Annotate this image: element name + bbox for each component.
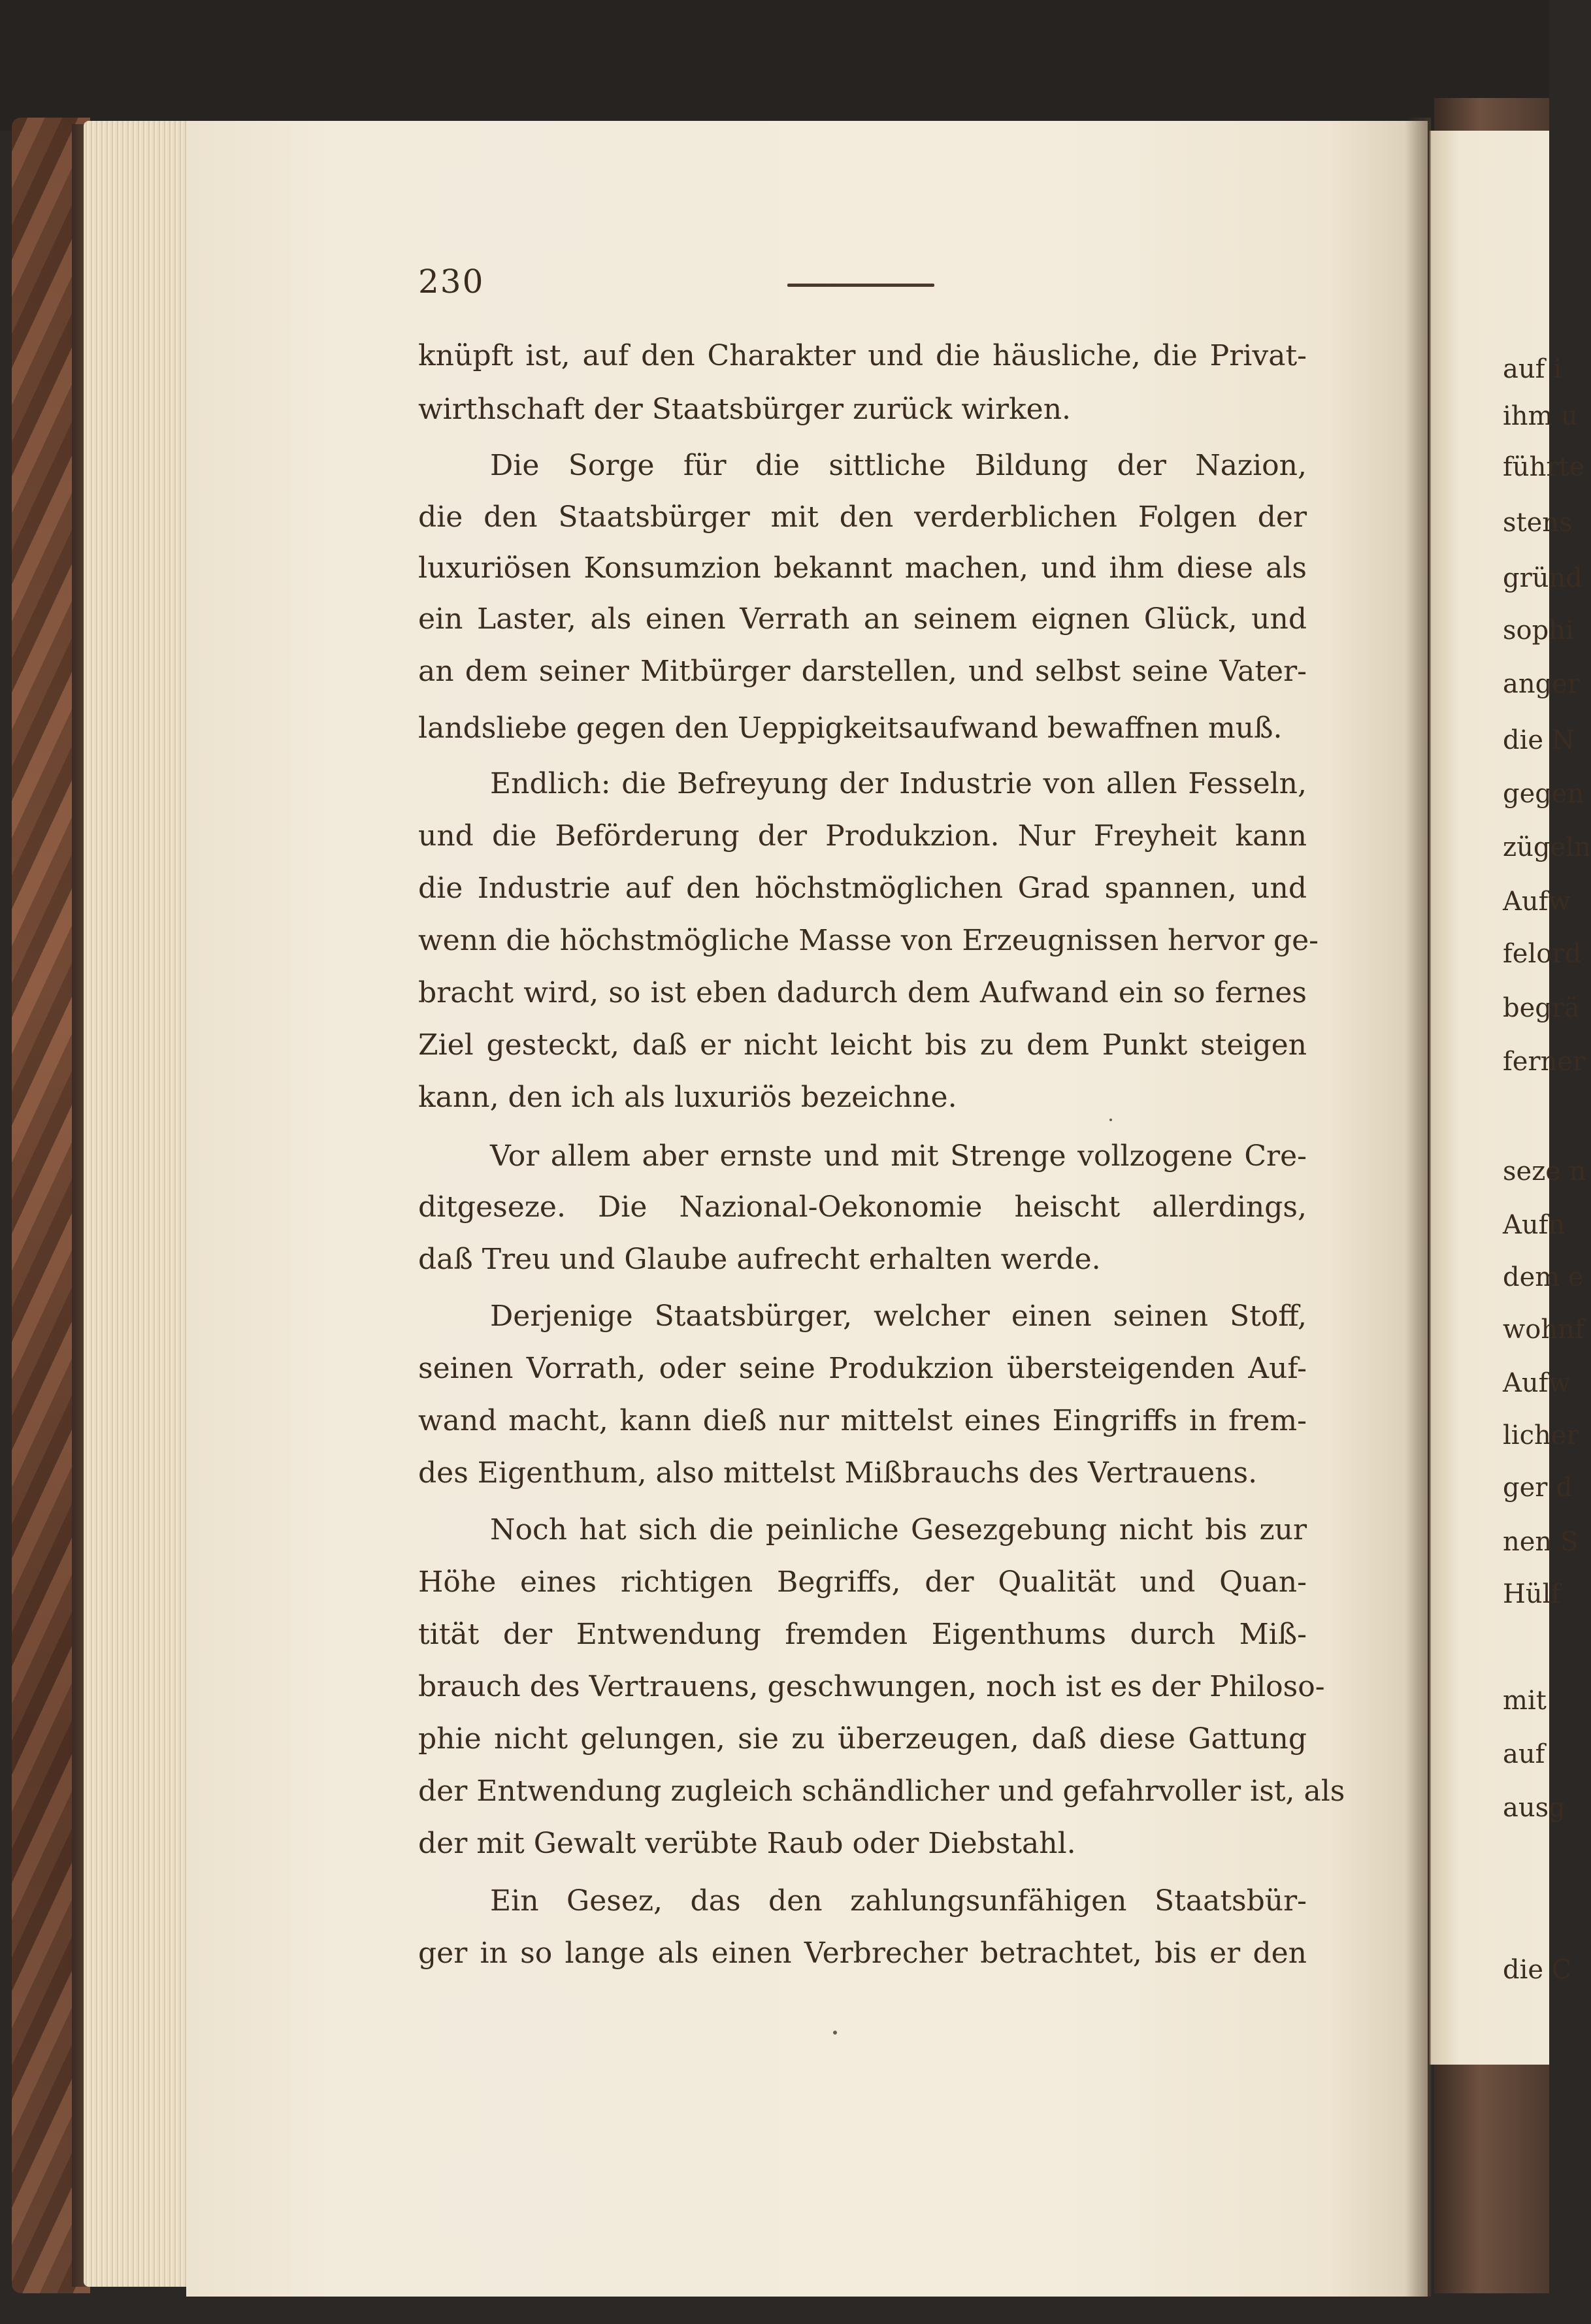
right-page-fragment: anger (1503, 669, 1581, 699)
right-page-fragment: auf i (1503, 354, 1562, 384)
text-line: Noch hat sich die peinliche Gesezgebung nicht bis zur (490, 1513, 1307, 1547)
right-page-fragment: Aufw (1503, 1368, 1571, 1398)
paper-speck (833, 2031, 837, 2035)
text-line: ditgeseze. Die Nazional-Oekonomie heischt allerdings, (418, 1190, 1307, 1224)
text-line: und die Beförderung der Produkzion. Nur Freyheit kann (418, 819, 1307, 853)
text-line: daß Treu und Glaube aufrecht erhalten werde. (418, 1243, 1101, 1276)
right-page-fragment: nen S (1503, 1527, 1579, 1557)
right-page-fragment: seze n (1503, 1156, 1586, 1187)
text-line: seinen Vorrath, oder seine Produkzion übersteigenden Auf- (418, 1352, 1307, 1385)
text-line: knüpft ist, auf den Charakter und die häusliche, die Privat- (418, 339, 1307, 372)
right-page-fragment: gründ (1503, 563, 1583, 593)
header-rule (787, 284, 934, 287)
right-page-fragment: ausg (1503, 1793, 1566, 1823)
text-line: des Eigenthum, also mittelst Mißbrauchs des Vertrauens. (418, 1456, 1258, 1490)
text-line: Derjenige Staatsbürger, welcher einen seinen Stoff, (490, 1300, 1307, 1333)
text-line: der mit Gewalt verübte Raub oder Diebstahl. (418, 1827, 1076, 1860)
right-page-fragment: auf (1503, 1739, 1545, 1769)
right-page-fragment: begrä (1503, 993, 1580, 1023)
text-line: der Entwendung zugleich schändlicher und gefahrvoller ist, als (418, 1775, 1345, 1808)
text-line: bracht wird, so ist eben dadurch dem Aufwand ein so fernes (418, 976, 1307, 1009)
page-number: 230 (418, 263, 485, 301)
text-line: ger in so lange als einen Verbrecher betrachtet, bis er den (418, 1937, 1307, 1970)
right-page-fragment: Aufn (1503, 1210, 1566, 1240)
text-line: landsliebe gegen den Ueppigkeitsaufwand bewaffnen muß. (418, 712, 1283, 745)
text-line: ein Laster, als einen Verrath an seinem eignen Glück, und (418, 602, 1307, 636)
right-page-fragment: gegen (1503, 779, 1584, 809)
right-page-fragment: sophi (1503, 615, 1574, 646)
text-line: tität der Entwendung fremden Eigenthums durch Miß- (418, 1618, 1307, 1651)
right-page-fragment: Hülf (1503, 1579, 1561, 1609)
right-page-fragment: ferner (1503, 1047, 1586, 1077)
text-line: Die Sorge für die sittliche Bildung der Nazion, (490, 449, 1307, 482)
right-page-fragment: ger d (1503, 1473, 1573, 1503)
page-edges (84, 121, 195, 2287)
text-line: Ziel gesteckt, daß er nicht leicht bis zu dem Punkt steigen (418, 1028, 1307, 1062)
paper-speck (1109, 1119, 1112, 1121)
text-line: brauch des Vertrauens, geschwungen, noch ist es der Philoso- (418, 1670, 1325, 1703)
text-line: an dem seiner Mitbürger darstellen, und selbst seine Vater- (418, 655, 1307, 688)
gutter-shadow (1405, 118, 1431, 2297)
text-line: wand macht, kann dieß nur mittelst eines Eingriffs in frem- (418, 1404, 1307, 1437)
text-line: luxuriösen Konsumzion bekannt machen, und ihm diese als (418, 551, 1307, 585)
right-page-fragment: ihm u (1503, 401, 1578, 431)
right-page-fragment: Aufw (1503, 887, 1571, 917)
text-line: die Industrie auf den höchstmöglichen Grad spannen, und (418, 872, 1307, 905)
right-page-fragment: dem e (1503, 1262, 1584, 1292)
right-page-fragment: die C (1503, 1955, 1572, 1985)
text-line: wenn die höchstmögliche Masse von Erzeugnissen hervor ge- (418, 924, 1319, 957)
text-line: Ein Gesez, das den zahlungsunfähigen Staatsbür- (490, 1884, 1307, 1918)
text-line: Endlich: die Befreyung der Industrie von allen Fesseln, (490, 767, 1307, 800)
right-page-fragment: zügeln (1503, 832, 1591, 862)
background (0, 0, 1549, 131)
right-page-fragment: mit (1503, 1686, 1547, 1716)
text-line: Vor allem aber ernste und mit Strenge vollzogene Cre- (490, 1139, 1307, 1173)
right-page-fragment: stens (1503, 508, 1573, 538)
right-page-fragment: licher (1503, 1420, 1579, 1450)
text-line: kann, den ich als luxuriös bezeichne. (418, 1081, 957, 1114)
right-page-fragment: die N (1503, 725, 1575, 755)
right-page-fragment: führte (1503, 452, 1585, 482)
text-line: phie nicht gelungen, sie zu überzeugen, daß diese Gattung (418, 1722, 1307, 1756)
text-line: die den Staatsbürger mit den verderblichen Folgen der (418, 500, 1307, 534)
text-line: wirthschaft der Staatsbürger zurück wirken. (418, 393, 1072, 426)
text-line: Höhe eines richtigen Begriffs, der Qualität und Quan- (418, 1565, 1307, 1599)
right-page-fragment: felord (1503, 939, 1582, 969)
right-page-fragment: wohnf (1503, 1315, 1584, 1345)
